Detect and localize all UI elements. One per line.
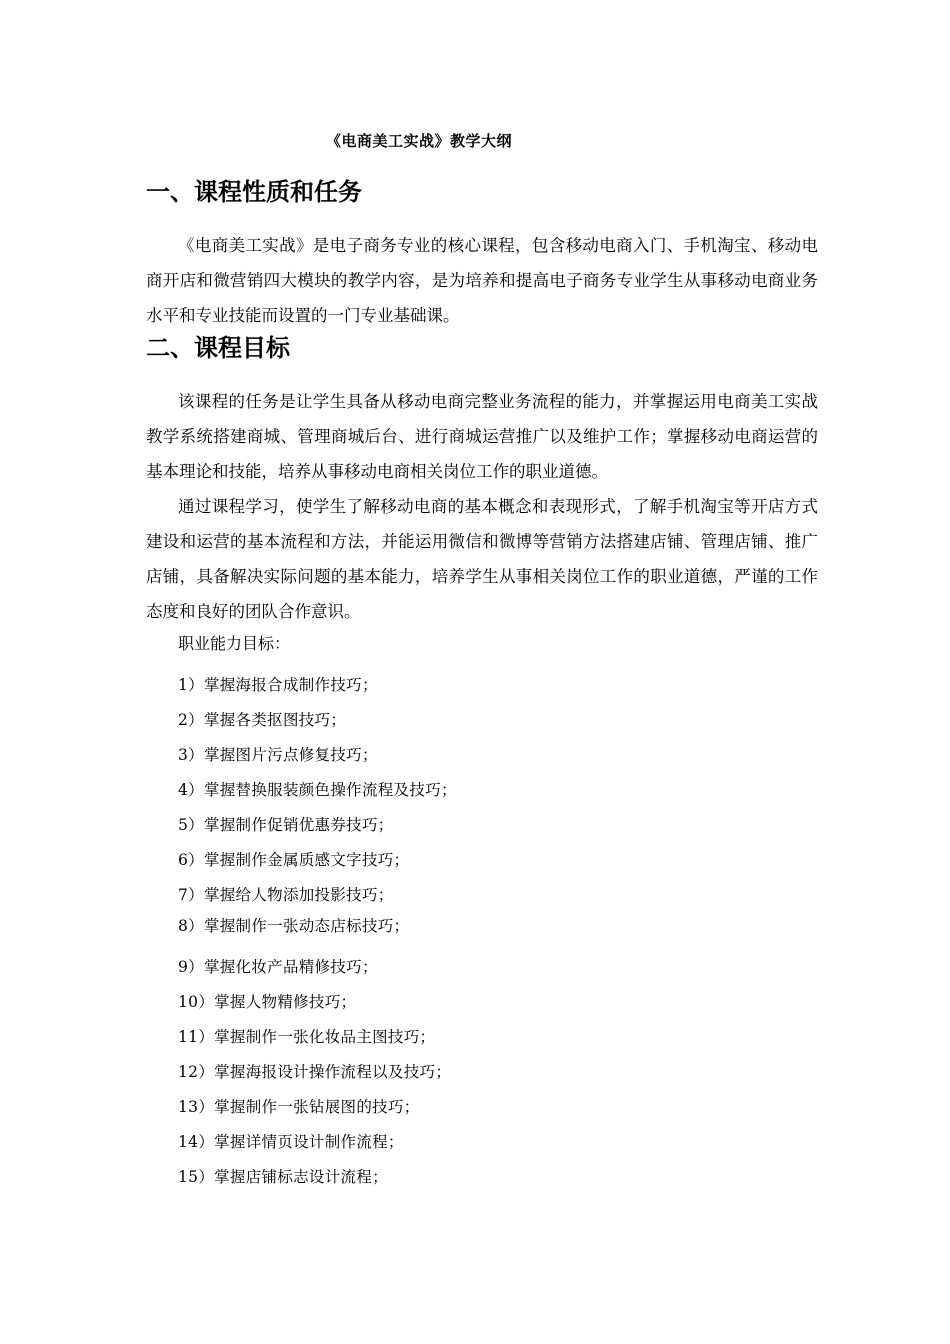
list-item: 10）掌握人物精修技巧； <box>178 993 357 1011</box>
list-item: 7）掌握给人物添加投影技巧； <box>178 886 394 904</box>
list-item: 8）掌握制作一张动态店标技巧； <box>178 917 410 935</box>
list-item: 3）掌握图片污点修复技巧； <box>178 746 378 764</box>
list-item: 12）掌握海报设计操作流程以及技巧； <box>178 1063 452 1081</box>
section-heading-course-goals: 二、课程目标 <box>146 334 290 362</box>
list-item: 6）掌握制作金属质感文字技巧； <box>178 851 410 869</box>
list-item: 2）掌握各类抠图技巧； <box>178 711 347 729</box>
list-item: 15）掌握店铺标志设计流程； <box>178 1168 388 1186</box>
document-title: 《电商美工实战》教学大纲 <box>326 132 513 150</box>
section-heading-course-nature: 一、课程性质和任务 <box>146 178 362 206</box>
list-item: 13）掌握制作一张钻展图的技巧； <box>178 1098 420 1116</box>
paragraph-course-learning: 通过课程学习，使学生了解移动电商的基本概念和表现形式，了解手机淘宝等开店方式建设和运营的基本流程和方法，并能运用微信和微博等营销方法搭建店铺、管理店铺、推广店铺，具备解决实际问题的基本能力，培养学生从事相关岗位工作的职业道德，严谨的工作态度和良好的团队合作意识。 <box>146 497 818 621</box>
list-item: 11）掌握制作一张化妆品主图技巧； <box>178 1028 436 1046</box>
list-item: 9）掌握化妆产品精修技巧； <box>178 958 378 976</box>
list-item: 4）掌握替换服装颜色操作流程及技巧； <box>178 781 457 799</box>
list-item: 5）掌握制作促销优惠券技巧； <box>178 816 394 834</box>
paragraph-course-task: 该课程的任务是让学生具备从移动电商完整业务流程的能力，并掌握运用电商美工实战教学系统搭建商城、管理商城后台、进行商城运营推广以及维护工作；掌握移动电商运营的基本理论和技能，培养从事移动电商相关岗位工作的职业道德。 <box>146 392 818 481</box>
paragraph-course-nature: 《电商美工实战》是电子商务专业的核心课程，包含移动电商入门、手机淘宝、移动电商开店和微营销四大模块的教学内容，是为培养和提高电子商务专业学生从事移动电商业务水平和专业技能而设置的一门专业基础课。 <box>146 236 818 325</box>
goals-label: 职业能力目标： <box>178 634 291 653</box>
list-item: 14）掌握详情页设计制作流程； <box>178 1133 404 1151</box>
list-item: 1）掌握海报合成制作技巧； <box>178 676 378 694</box>
